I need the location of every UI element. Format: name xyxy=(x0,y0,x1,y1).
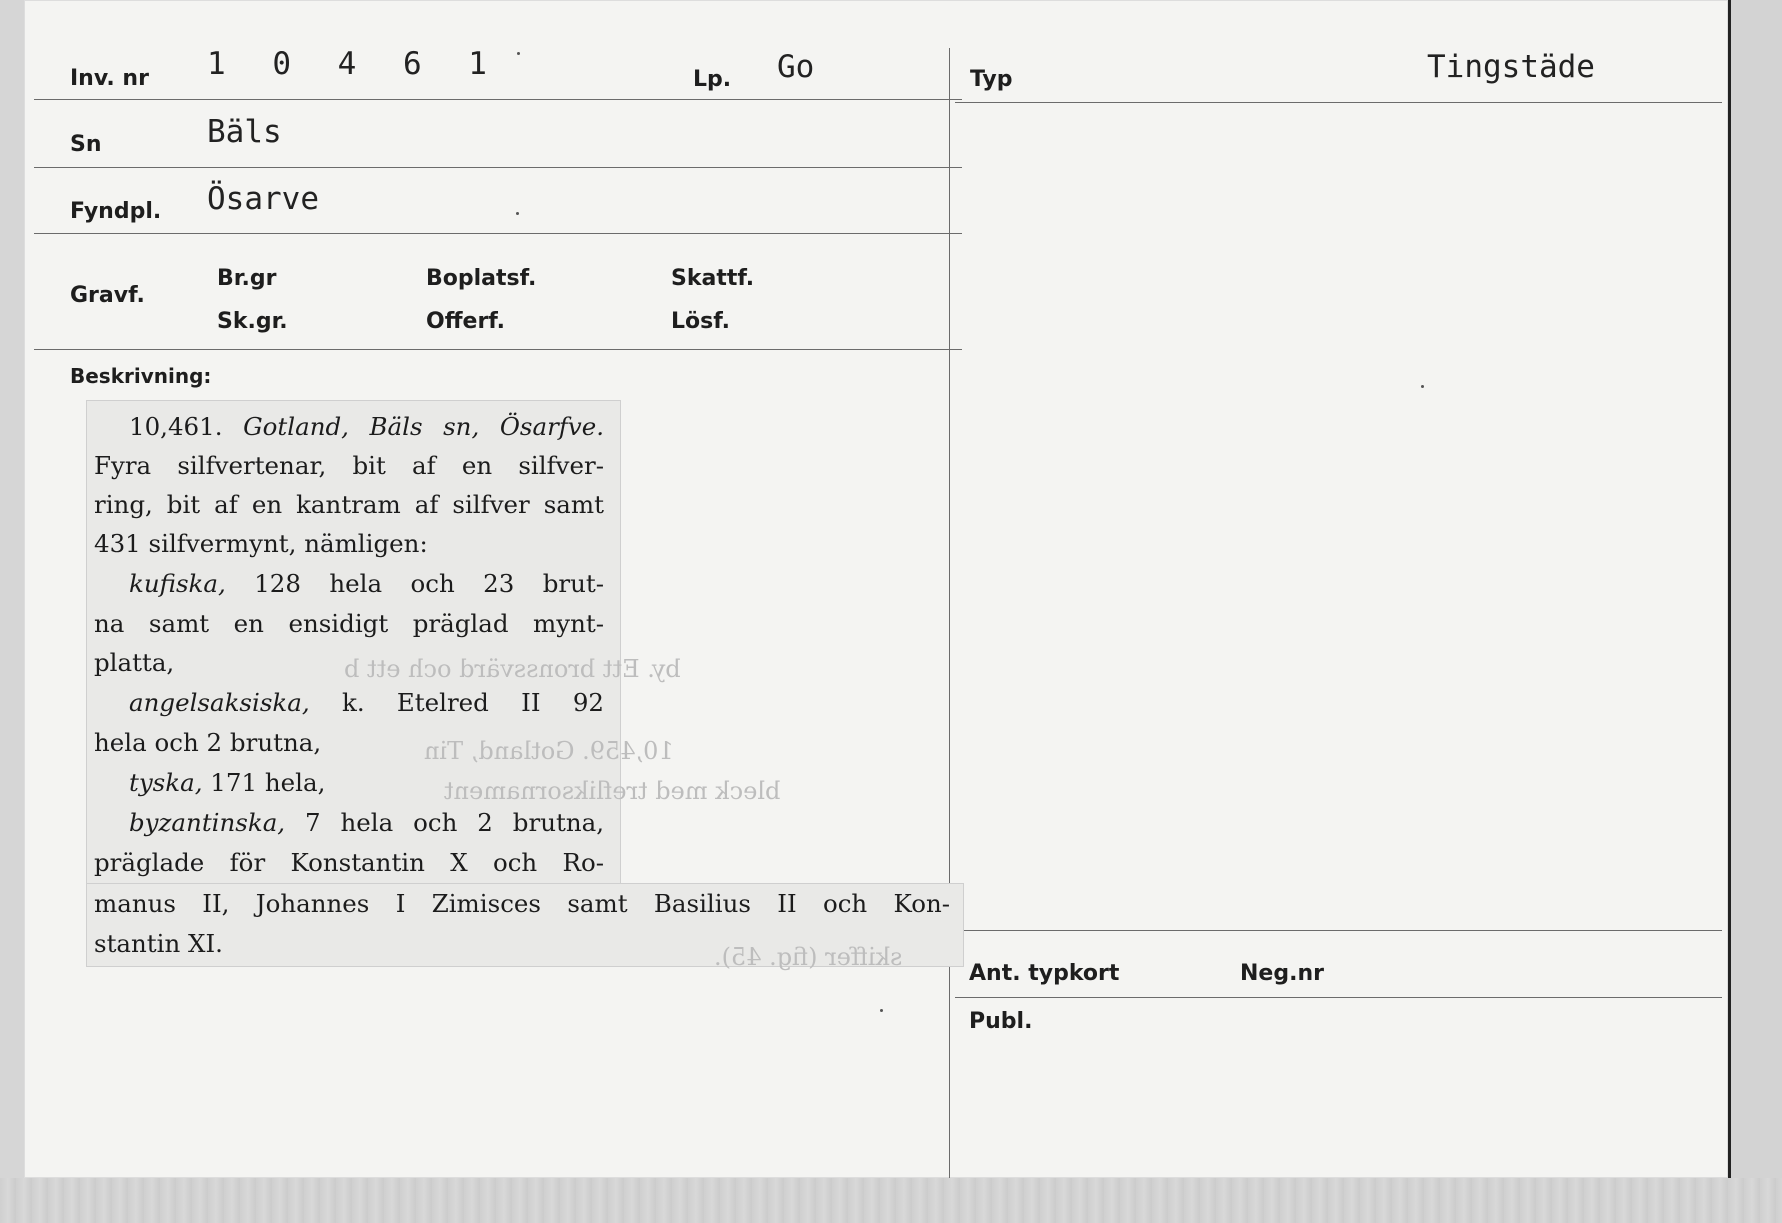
description-line-14: stantin XI. xyxy=(94,929,223,958)
losf-label: Lösf. xyxy=(671,309,730,334)
lp-value: Go xyxy=(777,49,815,85)
coin-type-tyska: tyska, xyxy=(129,768,203,797)
rule-publ xyxy=(955,997,1722,998)
fyndpl-value: Ösarve xyxy=(207,181,319,217)
description-line-9: hela och 2 brutna, xyxy=(94,728,322,757)
sn-label: Sn xyxy=(70,132,102,157)
description-line-11 xyxy=(129,808,604,837)
boplatsf-label: Boplatsf. xyxy=(426,266,537,291)
description-line-10 xyxy=(129,768,325,797)
column-divider xyxy=(949,48,950,1178)
beskrivning-label: Beskrivning: xyxy=(70,364,212,388)
typ-value: Tingstäde xyxy=(1427,49,1595,85)
brgr-label: Br.gr xyxy=(217,266,277,291)
fyndpl-label: Fyndpl. xyxy=(70,199,162,224)
bleed-through-2: 10,459. Gotland, Tin xyxy=(424,737,674,765)
description-line-5 xyxy=(129,569,604,598)
coin-count-byzantinska: 7 hela och 2 brutna, xyxy=(305,808,604,837)
find-place: Gotland, Bäls sn, Ösarfve. xyxy=(243,412,604,441)
coin-type-angelsaksiska: angelsaksiska, xyxy=(129,688,310,717)
description-line-13: manus II, Johannes I Zimisces samt Basilius II och Kon- xyxy=(94,889,950,918)
offerf-label: Offerf. xyxy=(426,309,506,334)
coin-count-tyska: 171 hela, xyxy=(210,768,326,797)
gravf-label: Gravf. xyxy=(70,283,145,308)
rule-typ xyxy=(955,102,1722,103)
coin-count-angelsaksiska: k. Etelred II 92 xyxy=(341,688,604,717)
inv-nr-value: 1 0 4 6 1 xyxy=(207,46,501,82)
skattf-label: Skattf. xyxy=(671,266,755,291)
coin-count-kufiska: 128 hela och 23 brut- xyxy=(254,569,604,598)
bleed-through-1: by. Ett bronssvärd och ett b xyxy=(344,655,681,683)
publ-label: Publ. xyxy=(969,1009,1033,1034)
catalog-card xyxy=(24,0,1731,1178)
sn-value: Bäls xyxy=(207,114,282,150)
description-line-3: ring, bit af en kantram af silfver samt xyxy=(94,490,604,519)
ant-typkort-label: Ant. typkort xyxy=(969,961,1120,986)
typ-label: Typ xyxy=(970,67,1013,92)
rule-ant-typkort xyxy=(955,930,1722,931)
skgr-label: Sk.gr. xyxy=(217,309,288,334)
description-line-8 xyxy=(129,688,604,717)
description-line-1 xyxy=(129,412,604,441)
scan-bottom-margin xyxy=(0,1178,1782,1223)
speck xyxy=(1421,385,1424,388)
description-line-6: na samt en ensidigt präglad mynt- xyxy=(94,609,604,638)
neg-nr-label: Neg.nr xyxy=(1240,961,1324,986)
catalog-number: 10,461. xyxy=(129,412,223,441)
description-clipping xyxy=(86,400,621,967)
lp-label: Lp. xyxy=(693,67,732,92)
description-line-2: Fyra silfvertenar, bit af en silfver- xyxy=(94,451,604,480)
bleed-through-4: skiffer (fig. 45). xyxy=(714,943,903,971)
rule-gravf xyxy=(34,349,962,350)
bleed-through-3: bleck med trefliksornament xyxy=(444,777,781,805)
speck xyxy=(516,212,519,215)
speck xyxy=(517,52,520,55)
description-line-7: platta, xyxy=(94,648,175,677)
coin-type-kufiska: kufiska, xyxy=(129,569,226,598)
coin-type-byzantinska: byzantinska, xyxy=(129,808,286,837)
rule-sn xyxy=(34,167,962,168)
rule-fyndpl xyxy=(34,233,962,234)
speck xyxy=(880,1009,883,1012)
rule-inv xyxy=(34,99,962,100)
inv-nr-label: Inv. nr xyxy=(70,66,149,91)
scan-right-margin xyxy=(1731,0,1782,1178)
description-line-12: präglade för Konstantin X och Ro- xyxy=(94,848,604,877)
description-line-4: 431 silfvermynt, nämligen: xyxy=(94,529,428,558)
